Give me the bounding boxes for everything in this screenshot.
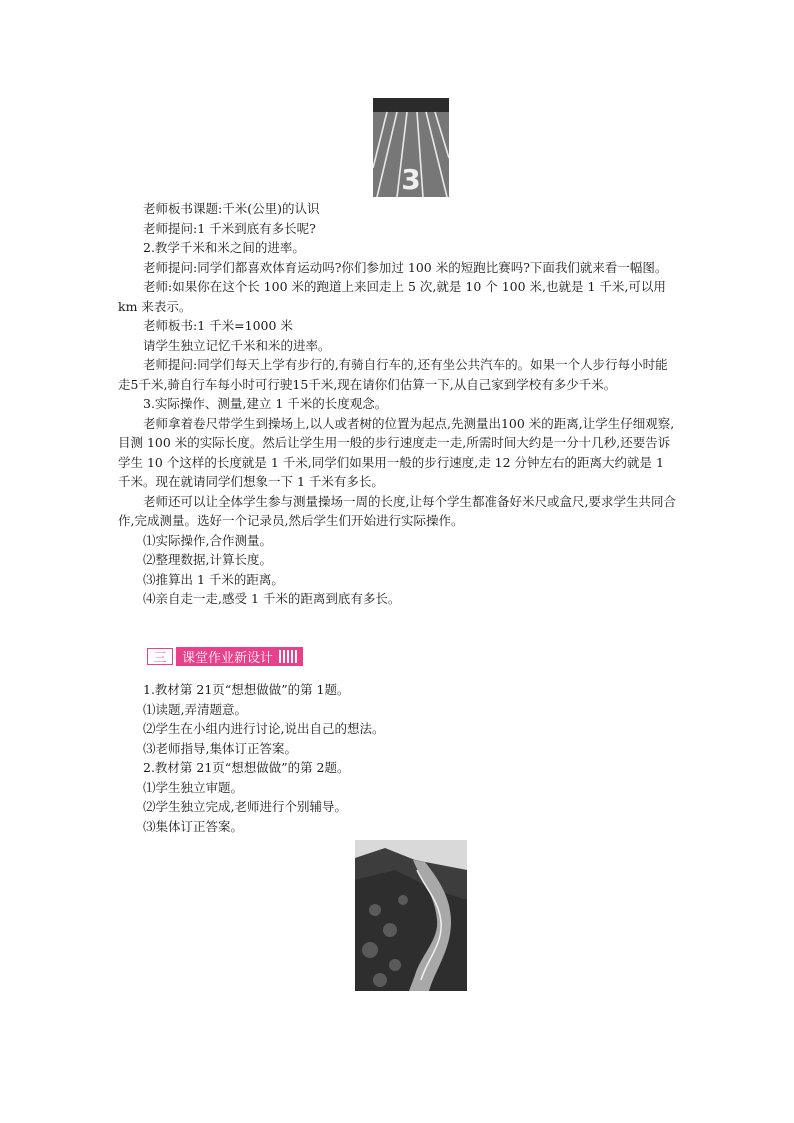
list-item: ⑴读题,弄清题意。	[143, 701, 247, 717]
list-item: ⑵学生在小组内进行讨论,说出自己的想法。	[143, 721, 385, 736]
paragraph: 老师提问:1 千米到底有多长呢?	[143, 220, 316, 236]
list-item: ⑶老师指导,集体订正答案。	[143, 740, 297, 756]
paragraph: 老师:如果你在这个长 100 米的跑道上来回走上 5 次,就是 10 个 100 米,也就是 1 千米,可以用 km 来表示。	[118, 279, 666, 314]
paragraph: 2.教学千米和米之间的进率。	[143, 240, 305, 255]
list-item: ⑴学生独立审题。	[143, 779, 244, 795]
list-item: ⑵整理数据,计算长度。	[143, 552, 272, 567]
list-item: ⑶集体订正答案。	[143, 818, 244, 834]
paragraph: 3.实际操作、测量,建立 1 千米的长度观念。	[143, 396, 388, 411]
running-track-image	[373, 98, 449, 197]
track-lane-number: 3	[401, 163, 421, 196]
paragraph: 老师提问:同学们都喜欢体育运动吗?你们参加过 100 米的短跑比赛吗?下面我们就来看一幅图。	[143, 259, 668, 275]
great-wall-photo	[355, 840, 467, 991]
paragraph: 老师提问:同学们每天上学有步行的,有骑自行车的,还有坐公共汽车的。如果一个人步行每小时能走5千米,骑自行车每小时可行驶15千米,现在请你们估算一下,从自己家到学校有多少千米。	[118, 357, 668, 392]
lesson-text-top	[118, 199, 678, 609]
paragraph: 请学生独立记忆千米和米的进率。	[143, 337, 331, 353]
paragraph: 老师板书:1 千米=1000 米	[143, 318, 293, 333]
paragraph: 老师板书课题:千米(公里)的认识	[143, 201, 320, 216]
list-item: ⑵学生独立完成,老师进行个别辅导。	[143, 799, 347, 814]
track-photo	[373, 98, 449, 197]
section-heading	[147, 647, 303, 666]
great-wall-image	[355, 840, 467, 991]
list-item: ⑷亲自走一走,感受 1 千米的距离到底有多长。	[143, 591, 401, 606]
paragraph: 老师拿着卷尺带学生到操场上,以人或者树的位置为起点,先测量出100 米的距离,让学生仔细观察,目测 100 米的实际长度。然后让学生用一般的步行速度走一走,所需时间大约是一分十几秒,还要告诉学生 10 个这样的长度就是 1 千米,同学们如果用一般的步行速度,走 12 分钟左右的距离大约就是 1 千米。现在就请同学们想象一下 1 千米有多长。	[118, 415, 675, 489]
paragraph: 老师还可以让全体学生参与测量操场一周的长度,让每个学生都准备好米尺或盒尺,要求学生共同合作,完成测量。选好一个记录员,然后学生们开始进行实际操作。	[118, 493, 676, 528]
paragraph: 2.教材第 21页“想想做做”的第 2题。	[143, 760, 350, 775]
section-number: 三	[147, 648, 173, 665]
list-item: ⑴实际操作,合作测量。	[143, 532, 272, 548]
list-item: ⑶推算出 1 千米的距离。	[143, 571, 284, 587]
section-title-bar	[176, 647, 303, 666]
paragraph: 1.教材第 21页“想想做做”的第 1题。	[143, 682, 350, 697]
section-title: 课堂作业新设计	[182, 651, 274, 666]
stripes-decoration	[279, 650, 297, 663]
lesson-text-bottom	[118, 680, 678, 836]
